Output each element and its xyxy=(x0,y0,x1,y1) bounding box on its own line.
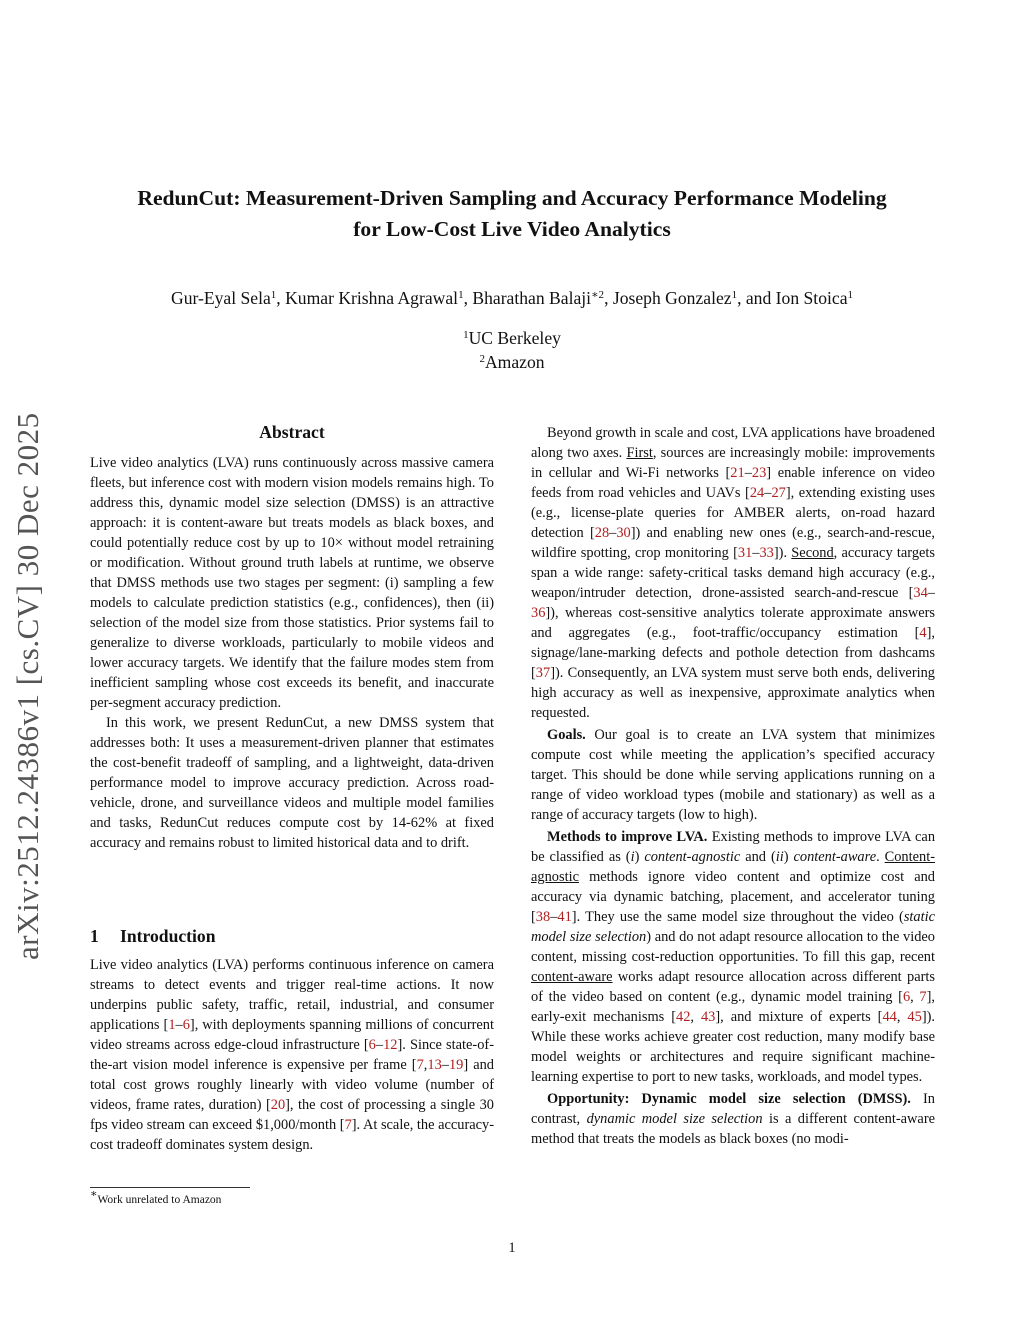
citation-link[interactable]: 7 xyxy=(919,989,927,1005)
section-heading-introduction xyxy=(90,925,216,947)
citation-link[interactable]: 28 xyxy=(594,525,610,541)
citation-link[interactable]: 6 xyxy=(368,1037,376,1053)
citation-link[interactable]: 6 xyxy=(902,989,911,1005)
paragraph-label: Goals. xyxy=(547,727,586,743)
section-number: 1 xyxy=(90,926,99,946)
author-name: Joseph Gonzalez xyxy=(612,288,732,308)
section-title: Introduction xyxy=(120,926,216,946)
citation-link[interactable]: 44 xyxy=(882,1009,897,1025)
author-affiliation-mark: 1 xyxy=(731,289,738,301)
paper-title xyxy=(60,183,964,245)
footnote xyxy=(90,1188,222,1208)
abstract-paragraph-2: In this work, we present RedunCut, a new DMSS system that addresses both: It uses a measurement-driven planner that estimates the cost-benefit tradeoff of sampling, and a lightweight, data-driven performance model to improve accuracy prediction. Across road-vehicle, drone, and surveillance videos and multiple model families and tasks, RedunCut reduces compute cost by 14-62% at fixed accuracy and remains robust to limited historical data and to drift. xyxy=(90,715,494,851)
paragraph-label: Methods to improve LVA. xyxy=(547,829,708,845)
intro-paragraph-1: Live video analytics (LVA) performs continuous inference on camera streams to detect events and trigger real-time actions. It now underpins public safety, traffic, retail, industrial, and consumer applications [1–6], with deployments spanning millions of concurrent video streams across edge-cloud infrastructure [6–12]. Since state-of-the-art vision model inference is expensive per frame [7,13–19] and total cost grows roughly linearly with video volume (number of videos, frame rates, duration) [20], the cost of processing a single 30 fps video stream can exceed $1,000/month [7]. At scale, the accuracy-cost tradeoff dominates system design. xyxy=(90,957,494,1153)
footnote-rule xyxy=(90,1187,250,1188)
citation-link[interactable]: 41 xyxy=(557,909,572,925)
citation-link[interactable]: 30 xyxy=(616,525,631,541)
citation-link[interactable]: 23 xyxy=(751,465,767,481)
citation-link[interactable]: 43 xyxy=(700,1009,716,1025)
footnote-mark: ∗ xyxy=(90,1188,98,1200)
author-affiliation-mark: ∗2 xyxy=(591,289,605,301)
citation-link[interactable]: 42 xyxy=(676,1009,691,1025)
footnote-text: Work unrelated to Amazon xyxy=(97,1194,222,1206)
right-column-body xyxy=(531,423,935,1149)
citation-link[interactable]: 1 xyxy=(168,1017,176,1033)
affiliation-name: Amazon xyxy=(484,351,545,372)
citation-link[interactable]: 4 xyxy=(919,625,927,641)
citation-link[interactable]: 33 xyxy=(759,545,774,561)
page-number: 1 xyxy=(508,1240,516,1256)
citation-link[interactable]: 37 xyxy=(535,665,551,681)
author-name: Gur-Eyal Sela xyxy=(170,288,271,308)
author-name: Kumar Krishna Agrawal xyxy=(285,288,459,308)
author-affiliation-mark: 1 xyxy=(458,289,464,301)
abstract-body xyxy=(90,453,494,853)
affiliations xyxy=(60,327,964,374)
author-affiliation-mark: 1 xyxy=(270,289,277,301)
affiliation-mark: 1 xyxy=(463,329,469,341)
citation-link[interactable]: 45 xyxy=(907,1009,922,1025)
goals-paragraph: Goals. Our goal is to create an LVA system that minimizes compute cost while meeting the application’s specified accuracy target. This should be done while serving applications running on a range of video workload types (mobile and stationary) as well as a range of accuracy targets (low to high). xyxy=(531,727,935,823)
citation-link[interactable]: 24 xyxy=(749,485,765,501)
author-list: Gur-Eyal Sela$^1$, Kumar Krishna Agrawal$^1$, Bharathan Balaji$^{∗2}$, Joseph Gonzalez$^1$, and Ion Stoica$^1$ xyxy=(170,288,854,308)
citation-link[interactable]: 36 xyxy=(531,605,546,621)
title-line-2: for Low-Cost Live Video Analytics xyxy=(353,217,671,241)
citation-link[interactable]: 7 xyxy=(416,1057,424,1073)
introduction-body xyxy=(90,955,494,1155)
methods-paragraph: Methods to improve LVA. Existing methods to improve LVA can be classified as (i) content-agnostic and (ii) content-aware. Content-agnostic methods ignore video content and optimize cost and accuracy via dynamic batching, placement, and accelerator tuning [38–41]. They use the same model size throughout the video (static model size selection) and do not adapt resource allocation to the video content, missing cost-reduction opportunities. To fill this gap, recent content-aware works adapt resource allocation across different parts of the video based on content (e.g., dynamic model training [6, 7], early-exit mechanisms [42, 43], and mixture of experts [44, 45]). While these works achieve greater cost reduction, many modify base model weights or architectures and require significant machine-learning expertise to port to new tasks, workloads, and model types. xyxy=(531,829,936,1085)
citation-link[interactable]: 7 xyxy=(344,1117,352,1133)
affiliation-1 xyxy=(60,327,964,351)
title-line-1: RedunCut: Measurement-Driven Sampling and Accuracy Performance Modeling xyxy=(137,186,887,210)
affiliation-mark: 2 xyxy=(479,352,485,365)
paragraph-label: Opportunity: Dynamic model size selection (DMSS). xyxy=(547,1091,911,1107)
intro-paragraph-2: Beyond growth in scale and cost, LVA applications have broadened along two axes. First, sources are increasingly mobile: improvements in cellular and Wi-Fi networks [21–23] enable inference on video feeds from road vehicles and UAVs [24–27], extending existing uses (e.g., license-plate queries for AMBER alerts, on-road hazard detection [28–30]) and enabling new ones (e.g., search-and-rescue, wildfire spotting, crop monitoring [31–33]). Second, accuracy targets span a wide range: safety-critical tasks demand high accuracy (e.g., weapon/intruder detection, drone-assisted search-and-rescue [34–36]), whereas cost-sensitive analytics tolerate approximate answers and aggregates (e.g., foot-traffic/occupancy estimation [4], signage/lane-marking defects and pothole detection from dashcams [37]). Consequently, an LVA system must serve both ends, delivering high accuracy as well as inexpensive, approximate analytics when requested. xyxy=(531,425,935,721)
citation-link[interactable]: 19 xyxy=(448,1057,464,1073)
opportunity-paragraph: Opportunity: Dynamic model size selection (DMSS). In contrast, dynamic model size selection is a different content-aware method that treats the models as black boxes (no modi- xyxy=(531,1091,936,1147)
citation-link[interactable]: 34 xyxy=(913,585,928,601)
citation-link[interactable]: 6 xyxy=(182,1017,190,1033)
citation-link[interactable]: 21 xyxy=(730,465,745,481)
arxiv-identifier: arXiv:2512.24386v1 [cs.CV] 30 Dec 2025 xyxy=(10,412,45,960)
citation-link[interactable]: 20 xyxy=(270,1097,286,1113)
citation-link[interactable]: 27 xyxy=(771,485,786,501)
abstract-heading: Abstract xyxy=(259,422,325,442)
citation-link[interactable]: 31 xyxy=(737,545,753,561)
author-affiliation-mark: 1 xyxy=(847,289,854,301)
affiliation-2 xyxy=(60,351,964,375)
citation-link[interactable]: 13 xyxy=(427,1057,442,1073)
citation-link[interactable]: 12 xyxy=(383,1037,398,1053)
affiliation-name: UC Berkeley xyxy=(468,328,561,348)
citation-link[interactable]: 38 xyxy=(535,909,551,925)
abstract-paragraph-1: Live video analytics (LVA) runs continuously across massive camera fleets, but inference cost with modern vision models remains high. To address this, dynamic model size selection (DMSS) is an attractive approach: it is content-aware but treats models as black boxes, and could potentially reduce cost by up to 10× without model retraining or modification. Without ground truth labels at runtime, we observe that DMSS methods use two stages per segment: (i) sampling a few models to calculate prediction statistics (e.g., confidences), then (ii) selection of the model size from those statistics. Prior systems fail to generalize to diverse workloads, particularly to mobile videos and lower accuracy targets. We identify that the failure modes stem from inefficient sampling whose cost exceeds its benefit, and inaccurate per-segment accuracy prediction. xyxy=(90,455,494,711)
author-name: Bharathan Balaji xyxy=(472,288,592,308)
author-name: and Ion Stoica xyxy=(745,288,848,308)
